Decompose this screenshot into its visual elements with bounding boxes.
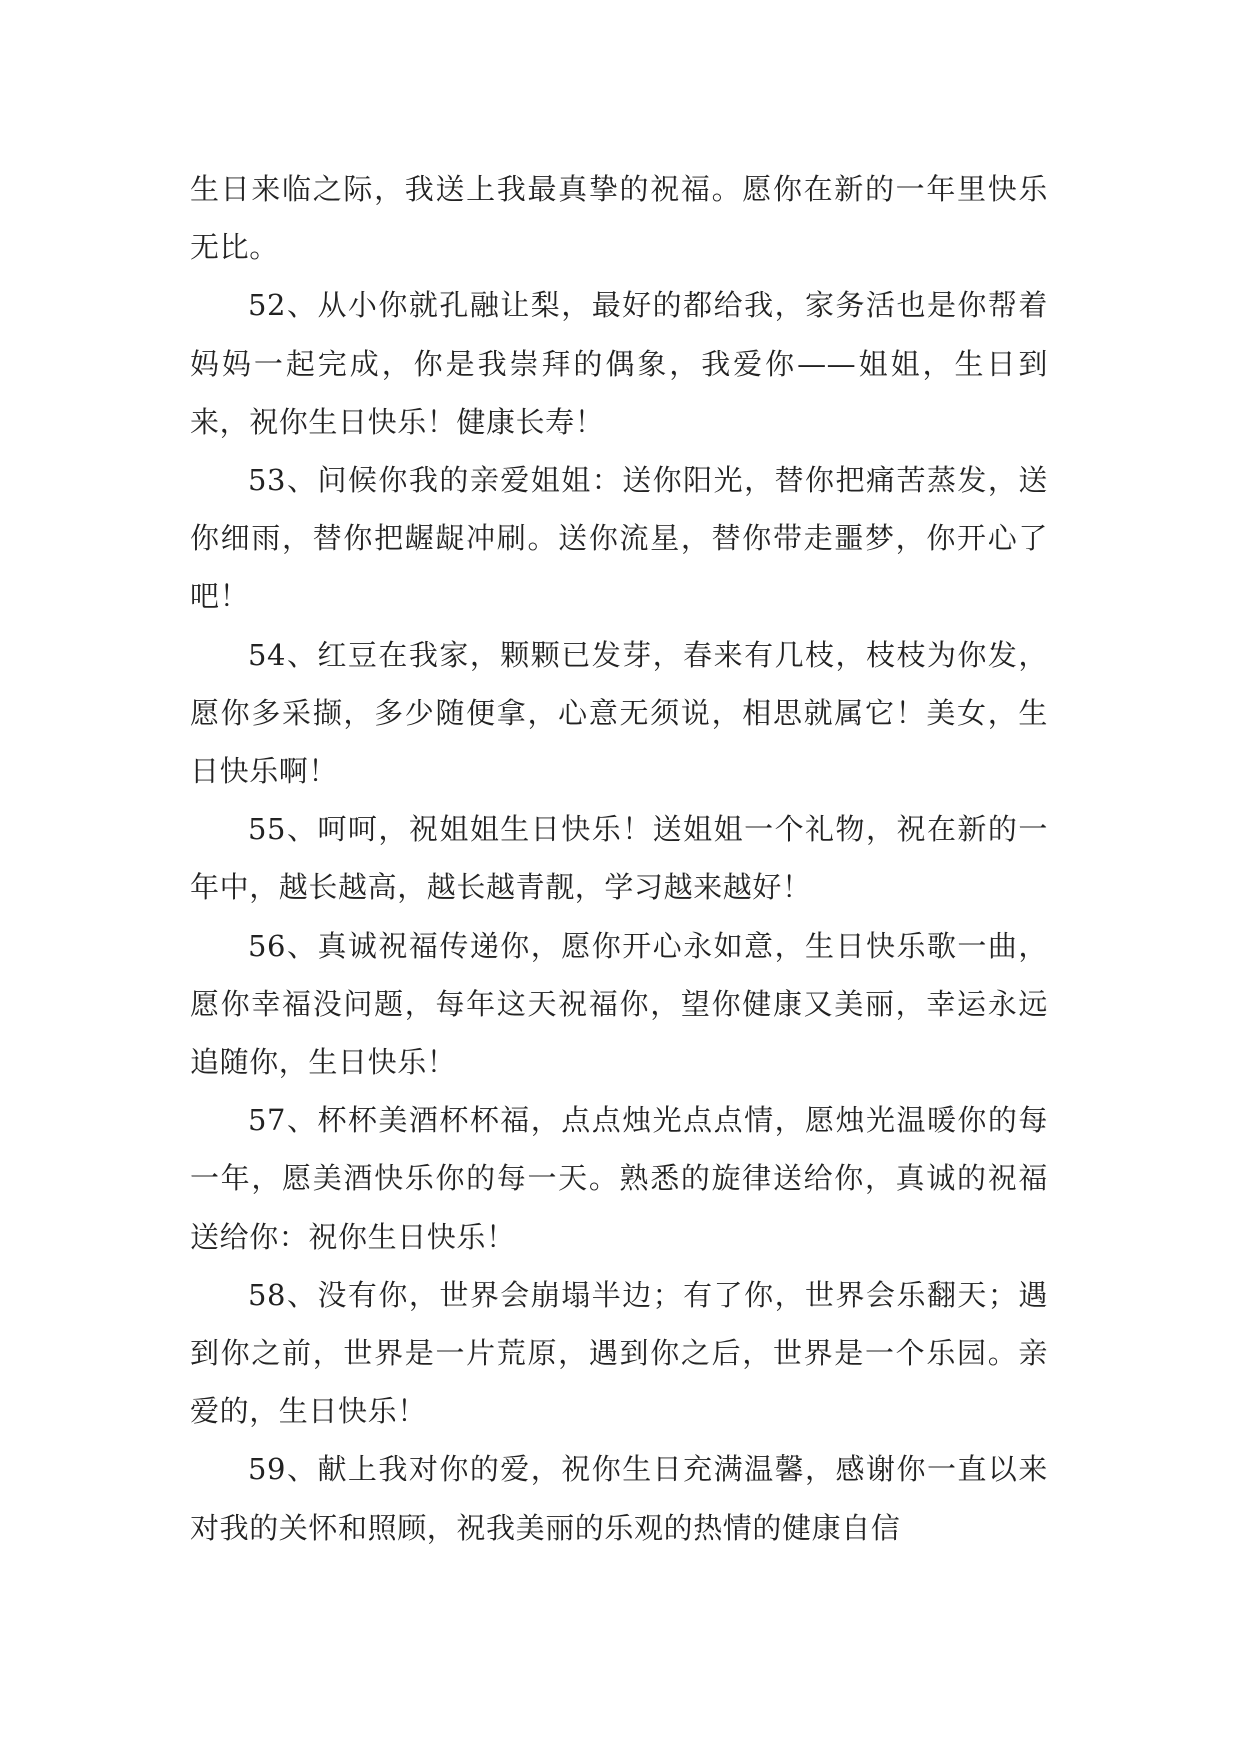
paragraph-number: 52 — [248, 288, 287, 323]
paragraph-58 — [190, 1266, 1048, 1441]
paragraph-text: 生日来临之际，我送上我最真挚的祝福。愿你在新的一年里快乐无比。 — [190, 172, 1048, 265]
paragraph-54 — [190, 626, 1048, 801]
paragraph-text: 、红豆在我家，颗颗已发芽，春来有几枝，枝枝为你发，愿你多采撷，多少随便拿，心意无须说，相思就属它！美女，生日快乐啊！ — [190, 637, 1048, 789]
paragraph-text: 、没有你，世界会崩塌半边；有了你，世界会乐翻天；遇到你之前，世界是一片荒原，遇到你之后，世界是一个乐园。亲爱的，生日快乐！ — [190, 1277, 1048, 1429]
paragraph-number: 57 — [248, 1103, 287, 1138]
paragraph-number: 56 — [248, 928, 287, 963]
paragraph-text: 、从小你就孔融让梨，最好的都给我，家务活也是你帮着妈妈一起完成，你是我崇拜的偶象，我爱你——姐姐，生日到来，祝你生日快乐！健康长寿！ — [190, 288, 1048, 439]
paragraph-number: 59 — [248, 1452, 287, 1487]
paragraph-text: 、杯杯美酒杯杯福，点点烛光点点情，愿烛光温暖你的每一年，愿美酒快乐你的每一天。熟悉的旋律送给你，真诚的祝福送给你：祝你生日快乐！ — [190, 1103, 1048, 1254]
paragraph-57 — [190, 1091, 1048, 1266]
document-body — [190, 160, 1048, 1557]
paragraph-number: 58 — [248, 1277, 287, 1312]
paragraph-55 — [190, 800, 1048, 916]
paragraph-text: 、真诚祝福传递你，愿你开心永如意，生日快乐歌一曲，愿你幸福没问题，每年这天祝福你，望你健康又美丽，幸运永远追随你，生日快乐！ — [190, 928, 1048, 1080]
paragraph-59 — [190, 1440, 1048, 1556]
paragraph-number: 53 — [248, 463, 287, 498]
paragraph-number: 54 — [248, 637, 287, 672]
paragraph-52 — [190, 276, 1048, 451]
paragraph-56 — [190, 917, 1048, 1092]
paragraph-continuation — [190, 160, 1048, 276]
paragraph-53 — [190, 451, 1048, 626]
paragraph-number: 55 — [248, 812, 287, 847]
paragraph-text: 、献上我对你的爱，祝你生日充满温馨，感谢你一直以来对我的关怀和照顾，祝我美丽的乐观的热情的健康自信 — [190, 1452, 1048, 1545]
paragraph-text: 、呵呵，祝姐姐生日快乐！送姐姐一个礼物，祝在新的一年中，越长越高，越长越青靓，学习越来越好！ — [190, 812, 1048, 905]
paragraph-text: 、问候你我的亲爱姐姐：送你阳光，替你把痛苦蒸发，送你细雨，替你把龌龊冲刷。送你流星，替你带走噩梦，你开心了吧！ — [190, 463, 1048, 614]
